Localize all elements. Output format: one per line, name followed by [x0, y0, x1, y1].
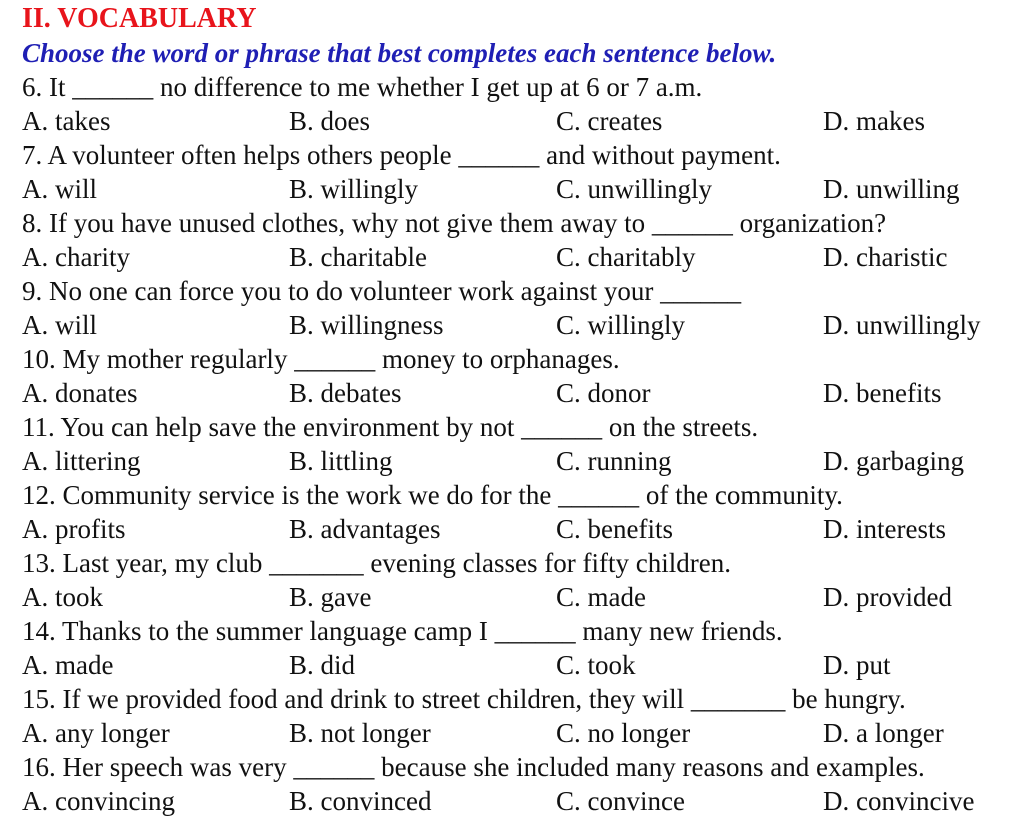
option-b: B. willingness [289, 310, 444, 340]
option-a: A. donates [22, 378, 138, 408]
options-14 [22, 648, 1024, 682]
option-a: A. littering [22, 446, 141, 476]
option-c: C. convince [556, 786, 685, 816]
option-c: C. creates [556, 106, 663, 136]
option-d: D. put [823, 650, 891, 680]
option-c: C. no longer [556, 718, 691, 748]
question-16: 16. Her speech was very ______ because she included many reasons and examples. [22, 752, 925, 782]
option-b: B. charitable [289, 242, 427, 272]
option-d: D. charistic [823, 242, 948, 272]
option-a: A. will [22, 174, 98, 204]
option-a: A. profits [22, 514, 126, 544]
options-12 [22, 512, 1024, 546]
options-13 [22, 580, 1024, 614]
options-16 [22, 784, 1024, 818]
option-b: B. gave [289, 582, 372, 612]
option-b: B. not longer [289, 718, 431, 748]
options-15 [22, 716, 1024, 750]
option-b: B. debates [289, 378, 402, 408]
question-6: 6. It ______ no difference to me whether I get up at 6 or 7 a.m. [22, 72, 703, 102]
option-a: A. charity [22, 242, 130, 272]
question-9: 9. No one can force you to do volunteer work against your ______ [22, 276, 742, 306]
section-title: II. VOCABULARY [22, 3, 257, 34]
question-14: 14. Thanks to the summer language camp I ______ many new friends. [22, 616, 783, 646]
option-d: D. benefits [823, 378, 942, 408]
option-a: A. took [22, 582, 103, 612]
option-c: C. charitably [556, 242, 696, 272]
option-c: C. running [556, 446, 672, 476]
option-b: B. did [289, 650, 356, 680]
options-9 [22, 308, 1024, 342]
option-a: A. will [22, 310, 98, 340]
option-d: D. garbaging [823, 446, 964, 476]
option-d: D. unwillingly [823, 310, 981, 340]
options-10 [22, 376, 1024, 410]
option-c: C. made [556, 582, 646, 612]
option-d: D. makes [823, 106, 925, 136]
option-d: D. convincive [823, 786, 975, 816]
option-d: D. interests [823, 514, 946, 544]
option-c: C. took [556, 650, 636, 680]
question-7: 7. A volunteer often helps others people ______ and without payment. [22, 140, 781, 170]
option-d: D. unwilling [823, 174, 960, 204]
option-b: B. convinced [289, 786, 432, 816]
option-a: A. convincing [22, 786, 175, 816]
option-b: B. littling [289, 446, 393, 476]
option-a: A. any longer [22, 718, 170, 748]
options-8 [22, 240, 1024, 274]
option-a: A. takes [22, 106, 111, 136]
option-b: B. does [289, 106, 370, 136]
option-c: C. benefits [556, 514, 673, 544]
options-6 [22, 104, 1024, 138]
option-a: A. made [22, 650, 114, 680]
options-11 [22, 444, 1024, 478]
question-10: 10. My mother regularly ______ money to orphanages. [22, 344, 620, 374]
question-11: 11. You can help save the environment by not ______ on the streets. [22, 412, 759, 442]
question-12: 12. Community service is the work we do for the ______ of the community. [22, 480, 843, 510]
option-c: C. willingly [556, 310, 686, 340]
option-c: C. donor [556, 378, 651, 408]
question-list [22, 70, 1024, 818]
options-7 [22, 172, 1024, 206]
option-b: B. willingly [289, 174, 419, 204]
question-13: 13. Last year, my club _______ evening classes for fifty children. [22, 548, 731, 578]
option-d: D. provided [823, 582, 952, 612]
section-instruction: Choose the word or phrase that best completes each sentence below. [22, 38, 777, 68]
question-8: 8. If you have unused clothes, why not give them away to ______ organization? [22, 208, 887, 238]
question-15: 15. If we provided food and drink to street children, they will _______ be hungry. [22, 684, 906, 714]
option-d: D. a longer [823, 718, 944, 748]
option-b: B. advantages [289, 514, 441, 544]
option-c: C. unwillingly [556, 174, 713, 204]
